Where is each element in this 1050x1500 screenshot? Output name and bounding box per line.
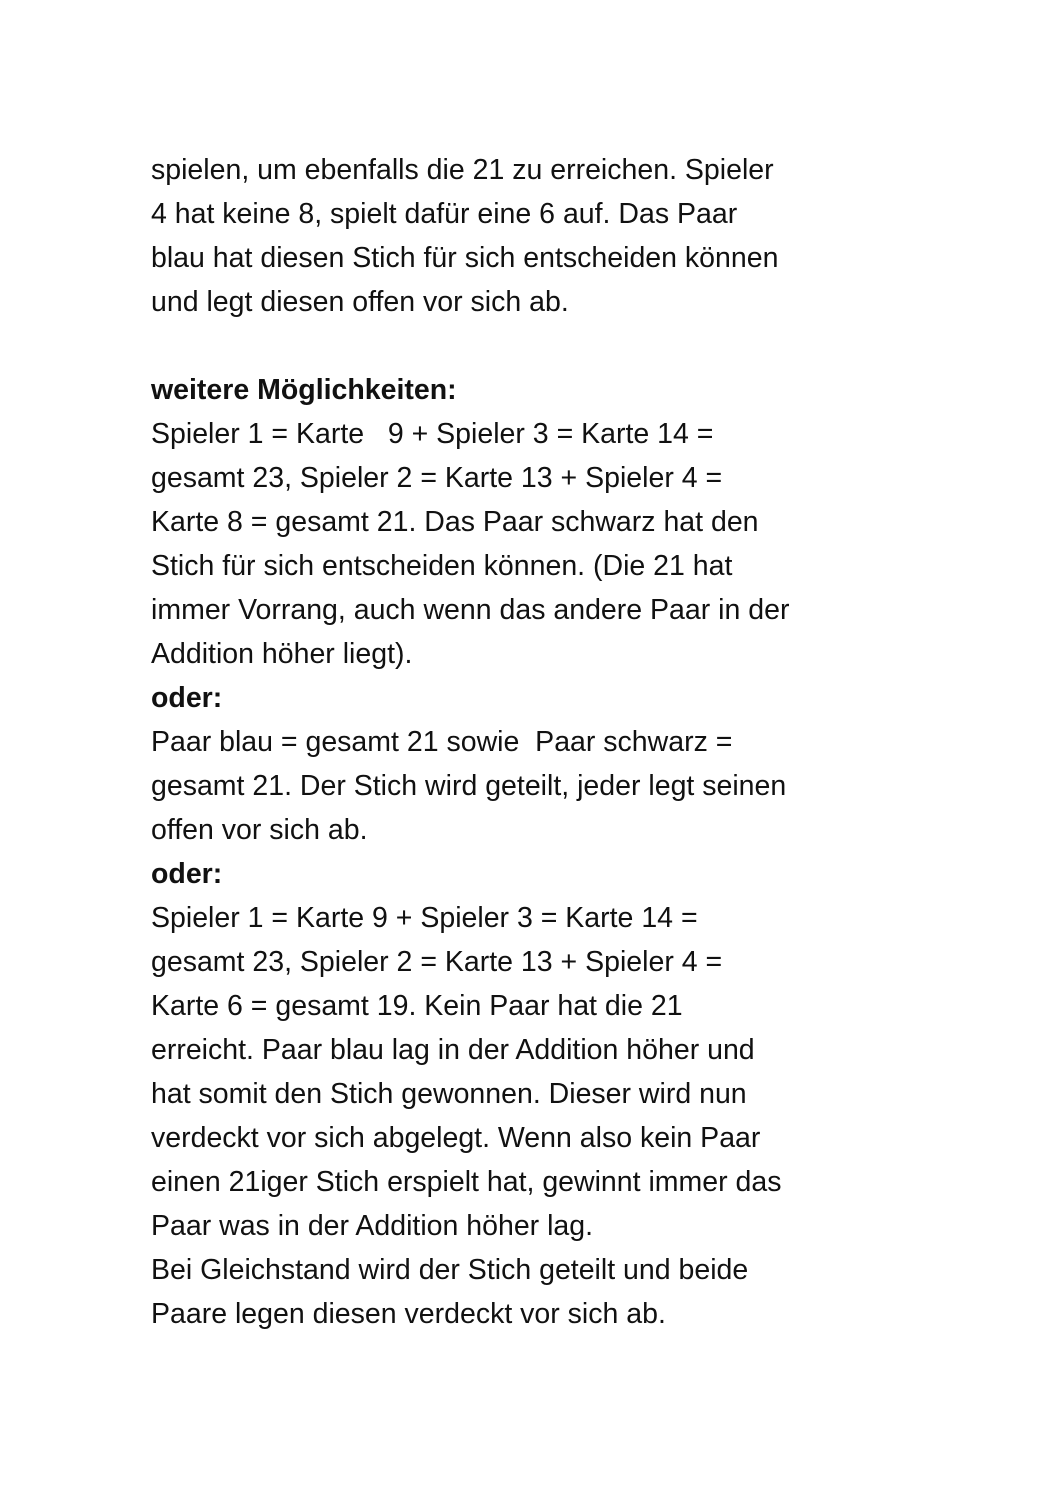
option-1-paragraph [151, 412, 931, 676]
text-line: Bei Gleichstand wird der Stich geteilt und beide [151, 1254, 749, 1286]
heading-oder-2: oder: [151, 858, 223, 890]
text-line: 4 hat keine 8, spielt dafür eine 6 auf. Das Paar [151, 198, 738, 230]
text-line: Spieler 1 = Karte 9 + Spieler 3 = Karte 14 = [151, 902, 698, 934]
text-line: erreicht. Paar blau lag in der Addition höher und [151, 1034, 755, 1066]
text-line: spielen, um ebenfalls die 21 zu erreichen. Spieler [151, 154, 774, 186]
text-line: verdeckt vor sich abgelegt. Wenn also kein Paar [151, 1122, 761, 1154]
text-line: Addition höher liegt). [151, 638, 413, 670]
text-line: gesamt 23, Spieler 2 = Karte 13 + Spieler 4 = [151, 462, 723, 494]
text-line: hat somit den Stich gewonnen. Dieser wird nun [151, 1078, 747, 1110]
heading-oder-1: oder: [151, 682, 223, 714]
text-line: Karte 8 = gesamt 21. Das Paar schwarz hat den [151, 506, 759, 538]
text-line: Karte 6 = gesamt 19. Kein Paar hat die 21 [151, 990, 683, 1022]
document-page [151, 148, 931, 1336]
text-line: gesamt 23, Spieler 2 = Karte 13 + Spieler 4 = [151, 946, 723, 978]
text-line: Paar was in der Addition höher lag. [151, 1210, 594, 1242]
paragraph-gap [151, 324, 931, 368]
text-line: Paare legen diesen verdeckt vor sich ab. [151, 1298, 666, 1330]
intro-paragraph [151, 148, 931, 324]
text-line: Paar blau = gesamt 21 sowie Paar schwarz = [151, 726, 733, 758]
text-line: immer Vorrang, auch wenn das andere Paar in der [151, 594, 790, 626]
text-line: einen 21iger Stich erspielt hat, gewinnt immer das [151, 1166, 782, 1198]
text-line: offen vor sich ab. [151, 814, 368, 846]
option-3-paragraph [151, 896, 931, 1336]
text-line: blau hat diesen Stich für sich entscheiden können [151, 242, 779, 274]
heading-weitere-moeglichkeiten: weitere Möglichkeiten: [151, 374, 457, 406]
text-line: gesamt 21. Der Stich wird geteilt, jeder legt seinen [151, 770, 787, 802]
text-line: Stich für sich entscheiden können. (Die 21 hat [151, 550, 733, 582]
text-line: Spieler 1 = Karte 9 + Spieler 3 = Karte 14 = [151, 418, 714, 450]
text-line: und legt diesen offen vor sich ab. [151, 286, 569, 318]
option-2-paragraph [151, 720, 931, 852]
